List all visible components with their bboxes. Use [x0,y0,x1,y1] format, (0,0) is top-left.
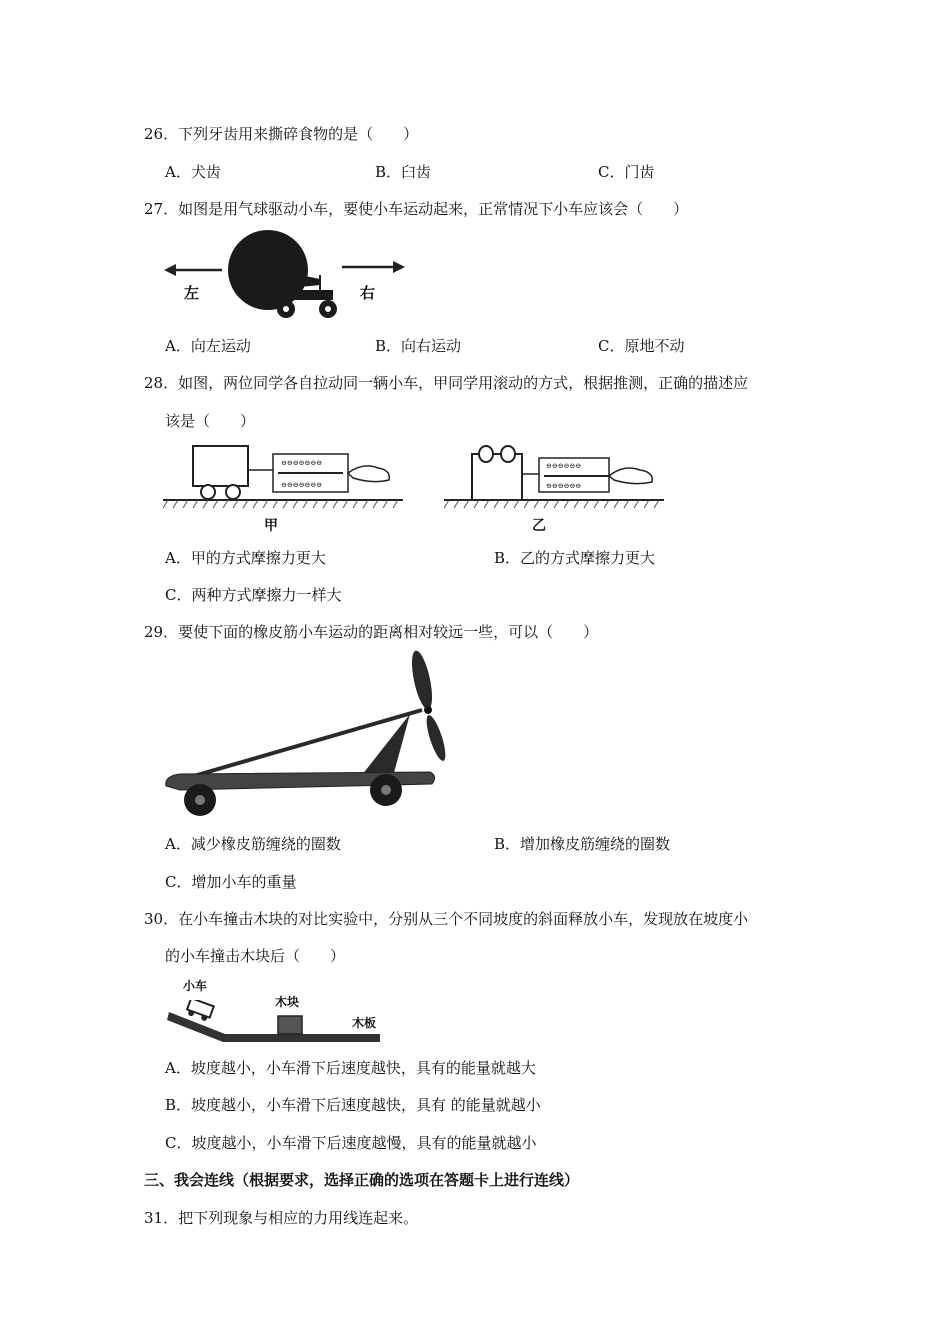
q27-left-label: 左 [184,284,200,302]
svg-text:⊖⊖⊖⊖⊖⊖: ⊖⊖⊖⊖⊖⊖ [546,462,582,470]
section3-heading: 三、我会连线（根据要求，选择正确的选项在答题卡上进行连线） [144,1171,580,1189]
q28-option-c: C．两种方式摩擦力一样大 [165,586,342,604]
q26-option-b: B．臼齿 [375,163,432,181]
q27-option-a: A．向左运动 [165,337,251,355]
q30-stem-line2: 的小车撞击木块后（ ） [165,947,346,965]
svg-text:⊖⊖⊖⊖⊖⊖⊖: ⊖⊖⊖⊖⊖⊖⊖ [281,481,323,489]
q28-option-b: B．乙的方式摩擦力更大 [494,549,656,567]
q28-figure-yi [444,440,664,515]
q30-option-a: A．坡度越小，小车滑下后速度越快，具有的能量就越大 [165,1059,536,1077]
q31-stem: 31．把下列现象与相应的力用线连起来。 [144,1209,419,1227]
q27-option-c: C．原地不动 [598,337,685,355]
q28-option-a: A．甲的方式摩擦力更大 [165,549,326,567]
q27-stem: 27．如图是用气球驱动小车，要使小车运动起来，正常情况下小车应该会（ ） [144,200,689,218]
q28-stem-line1: 28．如图，两位同学各自拉动同一辆小车，甲同学用滚动的方式，根据推测，正确的描述应 [144,374,749,392]
q30-option-c: C．坡度越小，小车滑下后速度越慢，具有的能量就越小 [165,1134,537,1152]
q28-stem-line2: 该是（ ） [165,412,256,430]
svg-text:⊖⊖⊖⊖⊖⊖⊖: ⊖⊖⊖⊖⊖⊖⊖ [281,459,323,467]
q29-option-a: A．减少橡皮筋缠绕的圈数 [165,835,341,853]
q29-option-b: B．增加橡皮筋缠绕的圈数 [494,835,671,853]
q29-stem: 29．要使下面的橡皮筋小车运动的距离相对较远一些，可以（ ） [144,623,599,641]
q27-option-b: B．向右运动 [375,337,462,355]
svg-text:⊖⊖⊖⊖⊖⊖: ⊖⊖⊖⊖⊖⊖ [546,482,582,490]
q30-stem-line1: 30．在小车撞击木块的对比实验中，分别从三个不同坡度的斜面释放小车，发现放在坡度小 [144,910,749,928]
q28-label-jia: 甲 [264,518,278,534]
q30-car-label: 小车 [183,979,208,993]
rubber-band-car-figure [160,650,450,820]
q26-option-a: A．犬齿 [165,163,221,181]
q26-stem: 26．下列牙齿用来撕碎食物的是（ ） [144,125,419,143]
q30-block-label: 木块 [275,995,300,1009]
q30-option-b: B．坡度越小，小车滑下后速度越快，具有 的能量就越小 [165,1096,541,1114]
q28-label-yi: 乙 [532,518,546,534]
balloon-car-figure [160,225,410,325]
incline-car-figure [165,1000,380,1048]
q26-option-c: C．门齿 [598,163,655,181]
q28-figure-jia [163,440,403,515]
q29-option-c: C．增加小车的重量 [165,873,297,891]
q27-right-label: 右 [360,284,376,302]
q30-board-label: 木板 [352,1016,377,1030]
